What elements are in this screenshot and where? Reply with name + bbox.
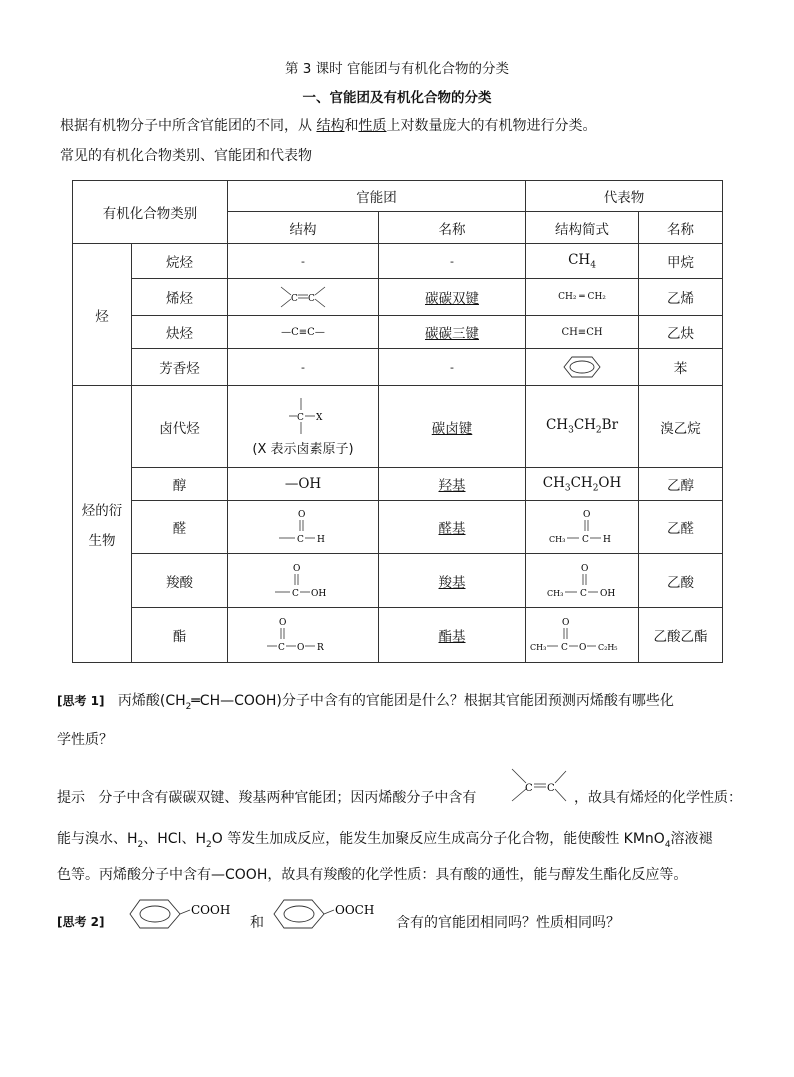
svg-text:CH₃: CH₃ [549,535,566,544]
header-representative: 代表物 [526,181,723,212]
svg-text:O: O [583,510,591,520]
rep-name-bromoethane: 溴乙烷 [639,386,723,468]
name-carbon-halogen: 碳卤键 [379,386,526,468]
class-aromatic: 芳香烃 [132,349,228,386]
class-carboxylic-acid: 羧酸 [132,554,228,608]
rep-methane: $CH_4$ [526,244,639,279]
svg-text:O: O [279,618,287,628]
classification-table [72,180,723,663]
rep-name-benzene: 苯 [639,349,723,386]
svg-text:O: O [581,563,589,574]
header-rep-name: 名称 [639,212,723,244]
alkene-bond-diagram [508,767,570,807]
rep-ethylene: CH₂ ═ CH₂ [526,279,639,316]
struct-hydroxyl: —OH [228,468,379,501]
phenyl-formate-diagram [272,896,390,932]
double-bond-diagram [273,283,333,311]
struct-carboxyl [228,554,379,608]
ethyl-acetate-diagram [528,615,636,655]
header-structure: 结构 [228,212,379,244]
rep-ethanol: $CH_3CH_2OH$ [526,468,639,501]
rep-name-acetic-acid: 乙酸 [639,554,723,608]
svg-text:C: C [525,783,533,794]
class-alkyne: 炔烃 [132,316,228,349]
rep-name-ethyl-acetate: 乙酸乙酯 [639,608,723,663]
struct-aldehyde [228,501,379,554]
think2-and: 和 [250,915,264,931]
ester-group-diagram [265,615,341,655]
think1-hint-line2: 能与溴水、$H_2$、HCl、$H_2O$ 等发生加成反应，能发生加聚反应生成高分子化合物，能使酸性 KMnO$_4$溶液褪 [57,831,713,850]
rep-bromoethane: $CH_3CH_2Br$ [526,386,639,468]
svg-text:C: C [297,413,304,423]
group-hydrocarbon: 烃 [73,244,132,386]
class-alkane: 烷烃 [132,244,228,279]
svg-text:X: X [316,413,323,423]
group-derivative: 烃的衍 生物 [73,386,132,663]
name-aldehyde-group: 醛基 [379,501,526,554]
rep-name-methane: 甲烷 [639,244,723,279]
svg-text:OH: OH [311,588,327,599]
hint-label: 提示 [57,790,85,806]
svg-text:CH₃: CH₃ [547,588,564,598]
svg-text:O: O [579,643,587,653]
struct-alkane: - [228,244,379,279]
underlined-property: 性质 [358,118,387,134]
class-aldehyde: 醛 [132,501,228,554]
rep-ethyl-acetate [526,608,639,663]
rep-benzene [526,349,639,386]
svg-text:CH₃: CH₃ [530,643,547,652]
svg-text:C₂H₅: C₂H₅ [598,643,618,652]
svg-text:C: C [547,783,555,794]
svg-text:C: C [292,588,299,599]
rep-name-acetylene: 乙炔 [639,316,723,349]
svg-text:OH: OH [600,588,616,599]
name-hydroxyl: 羟基 [379,468,526,501]
think1-label: [思考 1] [57,694,105,708]
page-title: 第 3 课时 官能团与有机化合物的分类 [285,61,509,77]
benzene-ring-icon [562,354,602,380]
carbon-halogen-diagram [273,396,333,436]
struct-aromatic: - [228,349,379,386]
class-halide: 卤代烃 [132,386,228,468]
class-ester: 酯 [132,608,228,663]
svg-text:H: H [603,535,611,545]
svg-text:C: C [278,643,285,653]
rep-name-ethanol: 乙醇 [639,468,723,501]
struct-triple-bond: —C≡C— [228,316,379,349]
class-alkene: 烯烃 [132,279,228,316]
rep-acetaldehyde [526,501,639,554]
svg-text:O: O [298,510,306,520]
acetic-acid-diagram [545,561,619,601]
think1-hint-b: ，故具有烯烃的化学性质： [574,790,742,806]
svg-text:R: R [317,643,324,653]
carboxyl-group-diagram [271,561,335,601]
acetaldehyde-diagram [547,507,617,547]
name-alkane: - [379,244,526,279]
svg-text:O: O [297,643,305,653]
table-caption: 常见的有机化合物类别、官能团和代表物 [60,148,312,164]
header-functional-group: 官能团 [228,181,526,212]
rep-acetic-acid [526,554,639,608]
svg-text:C: C [308,294,315,304]
struct-ester [228,608,379,663]
struct-halide: C X (X 表示卤素原子) [228,386,379,468]
think1-hint: 提示 分子中含有碳碳双键、羧基两种官能团；因丙烯酸分子中含有 [57,790,477,806]
think2-label: [思考 2] [57,915,105,929]
svg-text:C: C [297,535,304,545]
benzoic-acid-diagram [128,896,240,932]
name-double-bond: 碳碳双键 [379,279,526,316]
svg-text:O: O [293,563,301,574]
name-triple-bond: 碳碳三键 [379,316,526,349]
name-ester-group: 酯基 [379,608,526,663]
svg-text:O: O [562,618,570,628]
think2-question: 含有的官能团相同吗？性质相同吗？ [396,915,620,931]
think1-question-cont: 学性质？ [57,732,113,748]
name-carboxyl: 羧基 [379,554,526,608]
rep-name-ethylene: 乙烯 [639,279,723,316]
name-aromatic: - [379,349,526,386]
svg-text:H: H [317,535,325,545]
aldehyde-group-diagram [273,507,333,547]
struct-double-bond [228,279,379,316]
think1-hint-line3: 色等。丙烯酸分子中含有—COOH，故具有羧酸的化学性质：具有酸的通性，能与醇发生酯化反应等。 [57,867,688,883]
rep-acetylene: CH≡CH [526,316,639,349]
underlined-structure: 结构 [316,118,345,134]
rep-name-acetaldehyde: 乙醛 [639,501,723,554]
phenyl-formate-label: OOCH [335,903,375,917]
svg-text:C: C [580,588,587,599]
svg-text:C: C [291,294,298,304]
section-heading: 一、官能团及有机化合物的分类 [302,90,492,106]
class-alcohol: 醇 [132,468,228,501]
benzoic-acid-label: COOH [191,903,231,917]
svg-text:C: C [561,643,568,653]
header-category: 有机化合物类别 [73,181,228,244]
header-rep-structure: 结构简式 [526,212,639,244]
intro-paragraph: 根据有机物分子中所含官能团的不同，从 结构和性质上对数量庞大的有机物进行分类。 [60,118,597,134]
svg-text:C: C [582,535,589,545]
think1-question: [思考 1] 丙烯酸$(CH_2═CH—COOH)$分子中含有的官能团是什么？根据其官能团预测丙烯酸有哪些化 [57,693,674,712]
header-name: 名称 [379,212,526,244]
